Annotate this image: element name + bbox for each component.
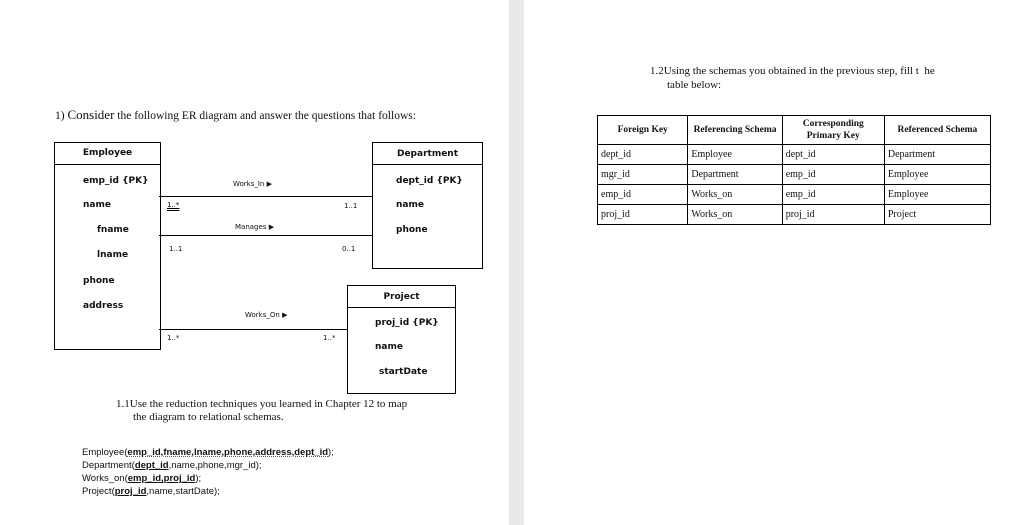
employee-title: Employee	[82, 148, 133, 158]
works-in-arrow-icon: ▶	[266, 180, 272, 188]
manages-right-multiplicity: 0..1	[342, 245, 356, 253]
schema-works-on-key: emp_id,proj_id	[127, 473, 196, 484]
project-attr-startdate: startDate	[379, 367, 428, 377]
manages-arrow-icon: ▶	[268, 223, 275, 231]
project-attr-proj-id: proj_id {PK}	[375, 318, 439, 328]
table-cell: Employee	[688, 145, 782, 165]
question-1-text: the following ER diagram and answer the questions that follows:	[117, 110, 416, 122]
question-1-2-line-1: 1.2Using the schemas you obtained in the previous step, fill t..he	[650, 65, 935, 77]
schema-employee-key: emp_id,fname,lname,phone,address,dept_id	[127, 447, 329, 458]
question-1-lead: Consider	[67, 107, 115, 122]
table-header-row	[598, 116, 991, 145]
table-cell: Works_on	[688, 205, 782, 225]
question-1-2-text-end: he	[924, 65, 935, 77]
works-on-left-multiplicity: 1..*	[167, 334, 180, 342]
department-entity	[372, 142, 483, 269]
department-attr-name: name	[396, 200, 424, 210]
schema-works-on-name: Works_on(	[82, 473, 128, 484]
works-in-label	[233, 180, 272, 188]
employee-entity	[54, 142, 161, 350]
schema-project-rest: ,name,startDate);	[146, 486, 220, 497]
schema-department-name: Department(	[82, 460, 135, 471]
employee-attr-fname: fname	[97, 225, 129, 235]
works-in-right-multiplicity: 1..1	[344, 202, 358, 210]
project-attr-name: name	[375, 342, 403, 352]
schema-project-name: Project(	[82, 486, 115, 497]
schema-employee	[82, 447, 334, 458]
manages-line	[159, 235, 372, 236]
table-cell: proj_id	[598, 205, 688, 225]
table-cell: Employee	[884, 185, 990, 205]
schema-department-key: dept_id	[134, 460, 169, 471]
header-corresponding-primary-key: Corresponding Primary Key	[782, 116, 884, 145]
schema-department-rest: ,name,phone,mgr_id);	[168, 460, 262, 471]
manages-label	[235, 223, 274, 231]
table-row	[598, 205, 991, 225]
project-title: Project	[383, 292, 420, 302]
question-1	[55, 107, 416, 123]
schema-employee-name: Employee(	[82, 447, 128, 458]
department-title: Department	[396, 149, 459, 159]
header-referenced-schema: Referenced Schema	[884, 116, 990, 145]
project-title-divider	[348, 307, 455, 308]
right-page	[524, 0, 1024, 525]
question-1-1-line-1: 1.1Use the reduction techniques you learned in Chapter 12 to map	[116, 398, 408, 410]
employee-title-divider	[55, 164, 160, 165]
table-cell: Employee	[884, 165, 990, 185]
table-cell: Department	[688, 165, 782, 185]
question-1-2-line-2: table below:	[667, 79, 722, 91]
schema-project	[82, 486, 220, 497]
works-in-label-text: Works_In	[233, 180, 265, 188]
question-1-number: 1)	[55, 110, 65, 122]
left-page	[0, 0, 509, 525]
works-on-right-multiplicity: 1..*	[323, 334, 336, 342]
table-cell: proj_id	[782, 205, 884, 225]
employee-attr-name: name	[83, 200, 111, 210]
table-cell: emp_id	[598, 185, 688, 205]
table-cell: dept_id	[598, 145, 688, 165]
department-attr-dept-id: dept_id {PK}	[396, 176, 463, 186]
table-cell: emp_id	[782, 165, 884, 185]
table-cell: Works_on	[688, 185, 782, 205]
works-on-label	[245, 311, 287, 319]
table-cell: Project	[884, 205, 990, 225]
manages-label-text: Manages	[235, 223, 267, 231]
schema-employee-rest: );	[328, 447, 334, 458]
works-in-left-multiplicity: 1..*	[167, 201, 180, 209]
table-row	[598, 185, 991, 205]
project-entity	[347, 285, 456, 394]
employee-attr-emp-id: emp_id {PK}	[83, 176, 149, 186]
schema-department	[82, 460, 262, 471]
header-foreign-key: Foreign Key	[598, 116, 688, 145]
schema-works-on-rest: );	[195, 473, 202, 484]
works-on-label-text: Works_On	[245, 311, 280, 319]
table-row	[598, 145, 991, 165]
employee-attr-phone: phone	[83, 276, 115, 286]
question-1-1-line-2: the diagram to relational schemas.	[133, 411, 284, 423]
employee-attr-address: address	[83, 301, 124, 311]
works-in-line	[159, 196, 372, 197]
schema-project-key: proj_id	[114, 486, 147, 497]
table-cell: emp_id	[782, 185, 884, 205]
question-1-2-text: 1.2Using the schemas you obtained in the previous step, fill t	[650, 65, 919, 77]
department-title-divider	[373, 164, 482, 165]
department-attr-phone: phone	[396, 225, 428, 235]
schema-works-on	[82, 473, 201, 484]
table-cell: mgr_id	[598, 165, 688, 185]
table-cell: dept_id	[782, 145, 884, 165]
works-on-line	[159, 329, 347, 330]
foreign-key-table	[597, 115, 991, 225]
manages-left-multiplicity: 1..1	[169, 245, 183, 253]
employee-attr-lname: lname	[97, 250, 129, 260]
table-row	[598, 165, 991, 185]
table-cell: Department	[884, 145, 990, 165]
works-on-arrow-icon: ▶	[282, 311, 288, 319]
header-referencing-schema: Referencing Schema	[688, 116, 782, 145]
